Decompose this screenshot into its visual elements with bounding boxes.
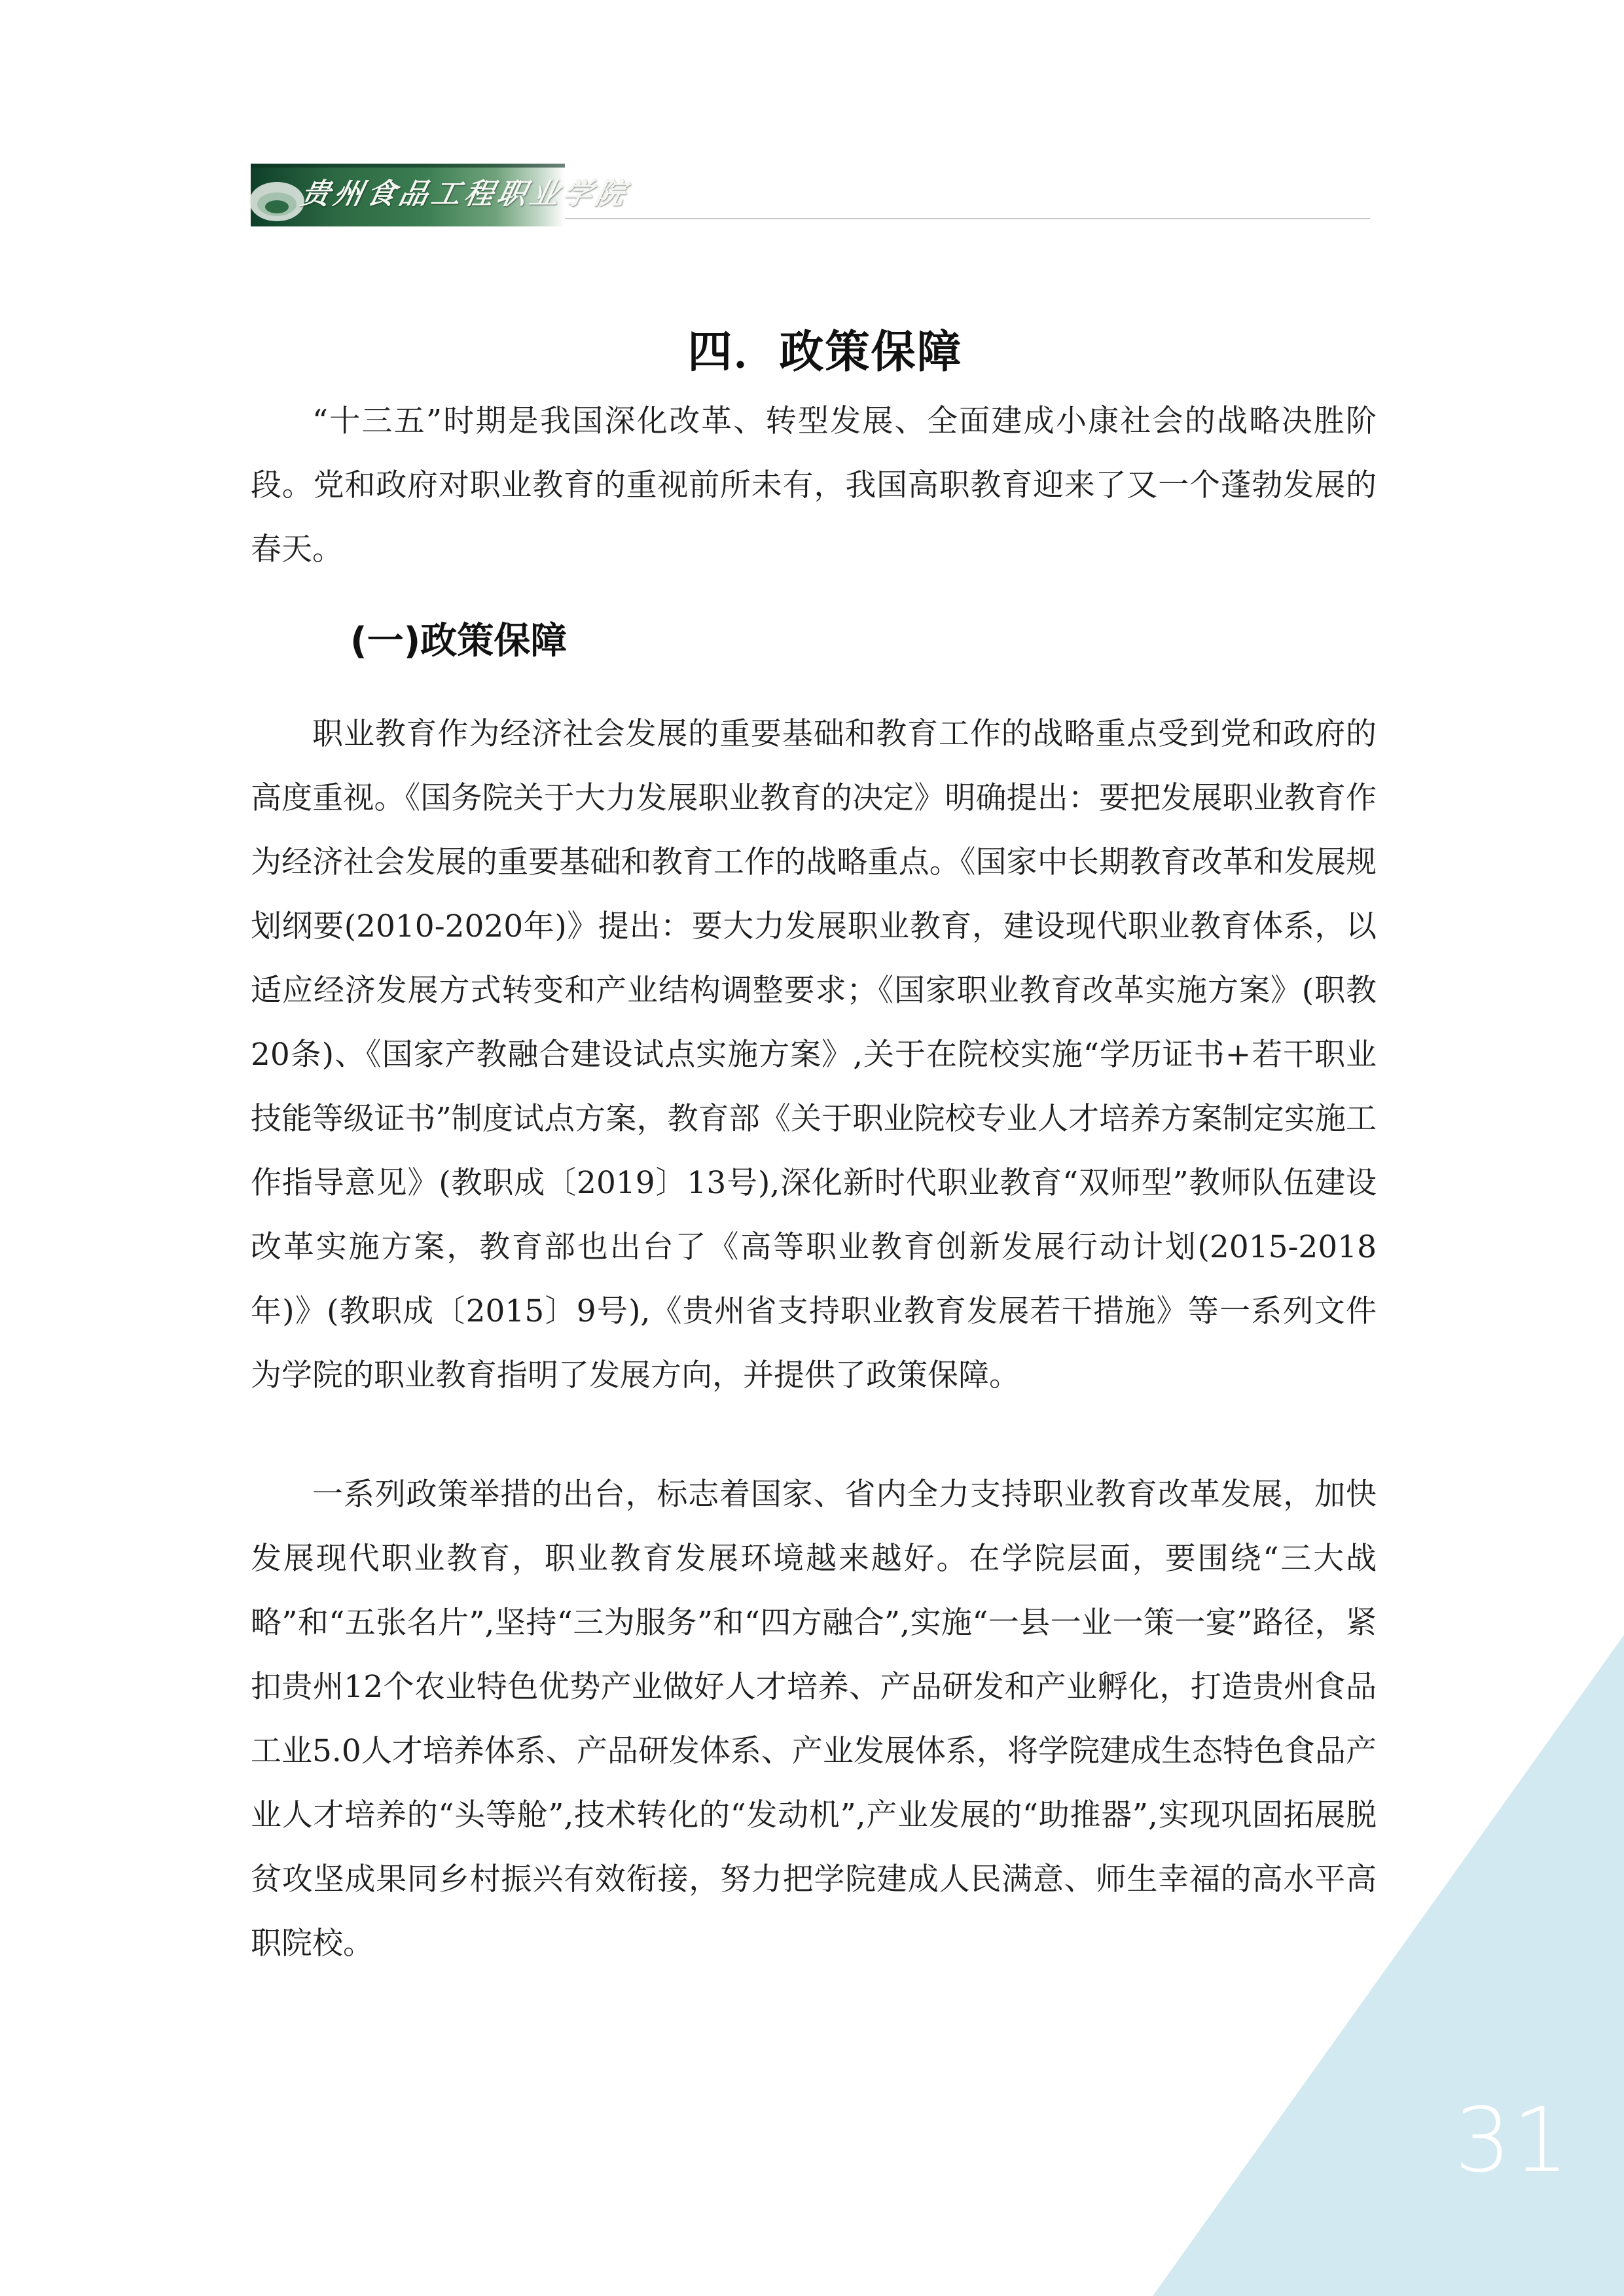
paragraph-intro: “十三五”时期是我国深化改革、转型发展、全面建成小康社会的战略决胜阶段。党和政府对职业教育的重视前所未有，我国高职教育迎来了又一个蓬勃发展的春天。 bbox=[251, 403, 1377, 567]
header-divider bbox=[565, 218, 1370, 219]
subsection-title: (一)政策保障 bbox=[350, 620, 568, 662]
paragraph-measures: 一系列政策举措的出台，标志着国家、省内全力支持职业教育改革发展，加快发展现代职业教育，职业教育发展环境越来越好。在学院层面，要围绕“三大战略”和“五张名片”,坚持“三为服务”和“四方融合”,实施“一县一业一策一宴”路径，紧扣贵州12个农业特色优势产业做好人才培养、产品研发和产业孵化，打造贵州食品工业5.0人才培养体系、产品研发体系、产业发展体系，将学院建成生态特色食品产业人才培养的“头等舱”,技术转化的“发动机”,产业发展的“助推器”,实现巩固拓展脱贫攻坚成果同乡村振兴有效衔接，努力把学院建成人民满意、师生幸福的高水平高职院校。 bbox=[251, 1477, 1377, 1962]
section-title: 四．政策保障 bbox=[687, 327, 963, 378]
logo-text: 贵州食品工程职业学院 bbox=[297, 177, 632, 211]
page-number: 31 bbox=[1454, 2089, 1571, 2193]
header-logo-banner bbox=[251, 164, 632, 226]
corner-triangle-decoration bbox=[1153, 1635, 1624, 2296]
paragraph-policy: 职业教育作为经济社会发展的重要基础和教育工作的战略重点受到党和政府的高度重视。《国务院关于大力发展职业教育的决定》明确提出：要把发展职业教育作为经济社会发展的重要基础和教育工作的战略重点。《国家中长期教育改革和发展规划纲要(2010-2020年)》提出：要大力发展职业教育，建设现代职业教育体系，以适应经济发展方式转变和产业结构调整要求；《国家职业教育改革实施方案》(职教20条)、《国家产教融合建设试点实施方案》,关于在院校实施“学历证书+若干职业技能等级证书”制度试点方案，教育部《关于职业院校专业人才培养方案制定实施工作指导意见》(教职成〔2019〕13号),深化新时代职业教育“双师型”教师队伍建设改革实施方案，教育部也出台了《高等职业教育创新发展行动计划(2015-2018年)》(教职成〔2015〕9号),《贵州省支持职业教育发展若干措施》等一系列文件为学院的职业教育指明了发展方向，并提供了政策保障。 bbox=[251, 716, 1377, 1393]
